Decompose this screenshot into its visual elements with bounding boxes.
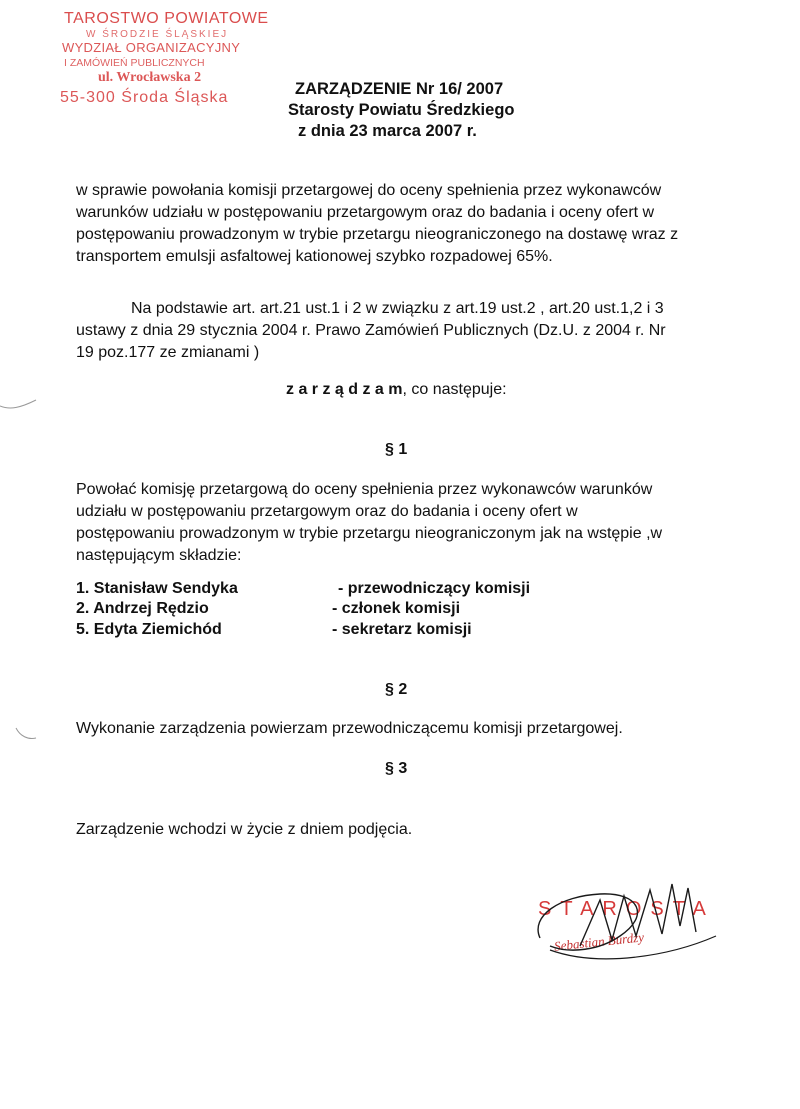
- section-1-paragraph: [76, 479, 766, 567]
- stamp-line-5: ul. Wrocławska 2: [98, 70, 202, 85]
- stamp-line-1: TAROSTWO POWIATOWE: [64, 10, 269, 27]
- member-row: [76, 600, 596, 621]
- section-1-heading: § 1: [385, 441, 408, 458]
- signature-block: [520, 876, 720, 972]
- stamp-line-6: 55-300 Środa Śląska: [60, 89, 229, 106]
- stamp-line-4: I ZAMÓWIEŃ PUBLICZNYCH: [64, 57, 205, 69]
- basis-line: Na podstawie art. art.21 ust.1 i 2 w związku z art.19 ust.2 , art.20 ust.1,2 i 3: [131, 300, 664, 317]
- subject-line: transportem emulsji asfaltowej kationowej szybko rozpadowej 65%.: [76, 248, 553, 265]
- basis-line: 19 poz.177 ze zmianami ): [76, 344, 260, 361]
- member-row: [76, 621, 596, 642]
- subject-line: warunków udziału w postępowaniu przetargowym oraz do badania i oceny ofert w: [76, 204, 655, 221]
- member-name: 5. Edyta Ziemichód: [76, 621, 222, 638]
- basis-line: ustawy z dnia 29 stycznia 2004 r. Prawo Zamówień Publicznych (Dz.U. z 2004 r. Nr: [76, 322, 666, 339]
- section-2-text: Wykonanie zarządzenia powierzam przewodniczącemu komisji przetargowej.: [76, 720, 623, 737]
- decree-date: z dnia 23 marca 2007 r.: [298, 122, 477, 140]
- member-name: 1. Stanisław Sendyka: [76, 580, 238, 597]
- member-role: - członek komisji: [332, 600, 461, 617]
- member-role: - przewodniczący komisji: [338, 580, 531, 597]
- section-1-line: następującym składzie:: [76, 547, 242, 564]
- decree-word: z a r z ą d z a m: [286, 381, 403, 398]
- margin-scan-mark: [0, 724, 42, 744]
- signature-stamp-name: Sebastian Burdzy: [553, 929, 645, 954]
- decree-rest: , co następuje:: [402, 381, 507, 398]
- handwritten-signature: [520, 876, 720, 972]
- decree-phrase: [286, 381, 507, 399]
- subject-line: w sprawie powołania komisji przetargowej do oceny spełnienia przez wykonawców: [76, 182, 662, 199]
- member-row: [76, 580, 596, 601]
- decree-title: ZARZĄDZENIE Nr 16/ 2007: [295, 80, 504, 98]
- section-1-line: udziału w postępowaniu przetargowym oraz do badania i oceny ofert w: [76, 503, 578, 520]
- subject-line: postępowaniu prowadzonym w trybie przetargu nieograniczonego na dostawę wraz z: [76, 226, 679, 243]
- member-role: - sekretarz komisji: [332, 621, 472, 638]
- signature-stamp-text: STAROSTA: [538, 898, 715, 920]
- section-1-line: postępowaniu prowadzonym w trybie przetargu nieograniczonym jak na wstępie ,w: [76, 525, 663, 542]
- section-3-text: Zarządzenie wchodzi w życie z dniem podjęcia.: [76, 821, 413, 838]
- legal-basis-paragraph: [76, 298, 766, 364]
- subject-paragraph: [76, 180, 756, 268]
- decree-issuer: Starosty Powiatu Średzkiego: [288, 101, 515, 119]
- section-1-line: Powołać komisję przetargową do oceny spełnienia przez wykonawców warunków: [76, 481, 653, 498]
- member-name: 2. Andrzej Rędzio: [76, 600, 209, 617]
- stamp-line-3: WYDZIAŁ ORGANIZACYJNY: [62, 40, 241, 55]
- section-2-heading: § 2: [385, 681, 408, 698]
- stamp-line-2: W ŚRODZIE ŚLĄSKIEJ: [86, 29, 229, 40]
- section-3-heading: § 3: [385, 760, 408, 777]
- margin-scan-mark: [0, 396, 42, 416]
